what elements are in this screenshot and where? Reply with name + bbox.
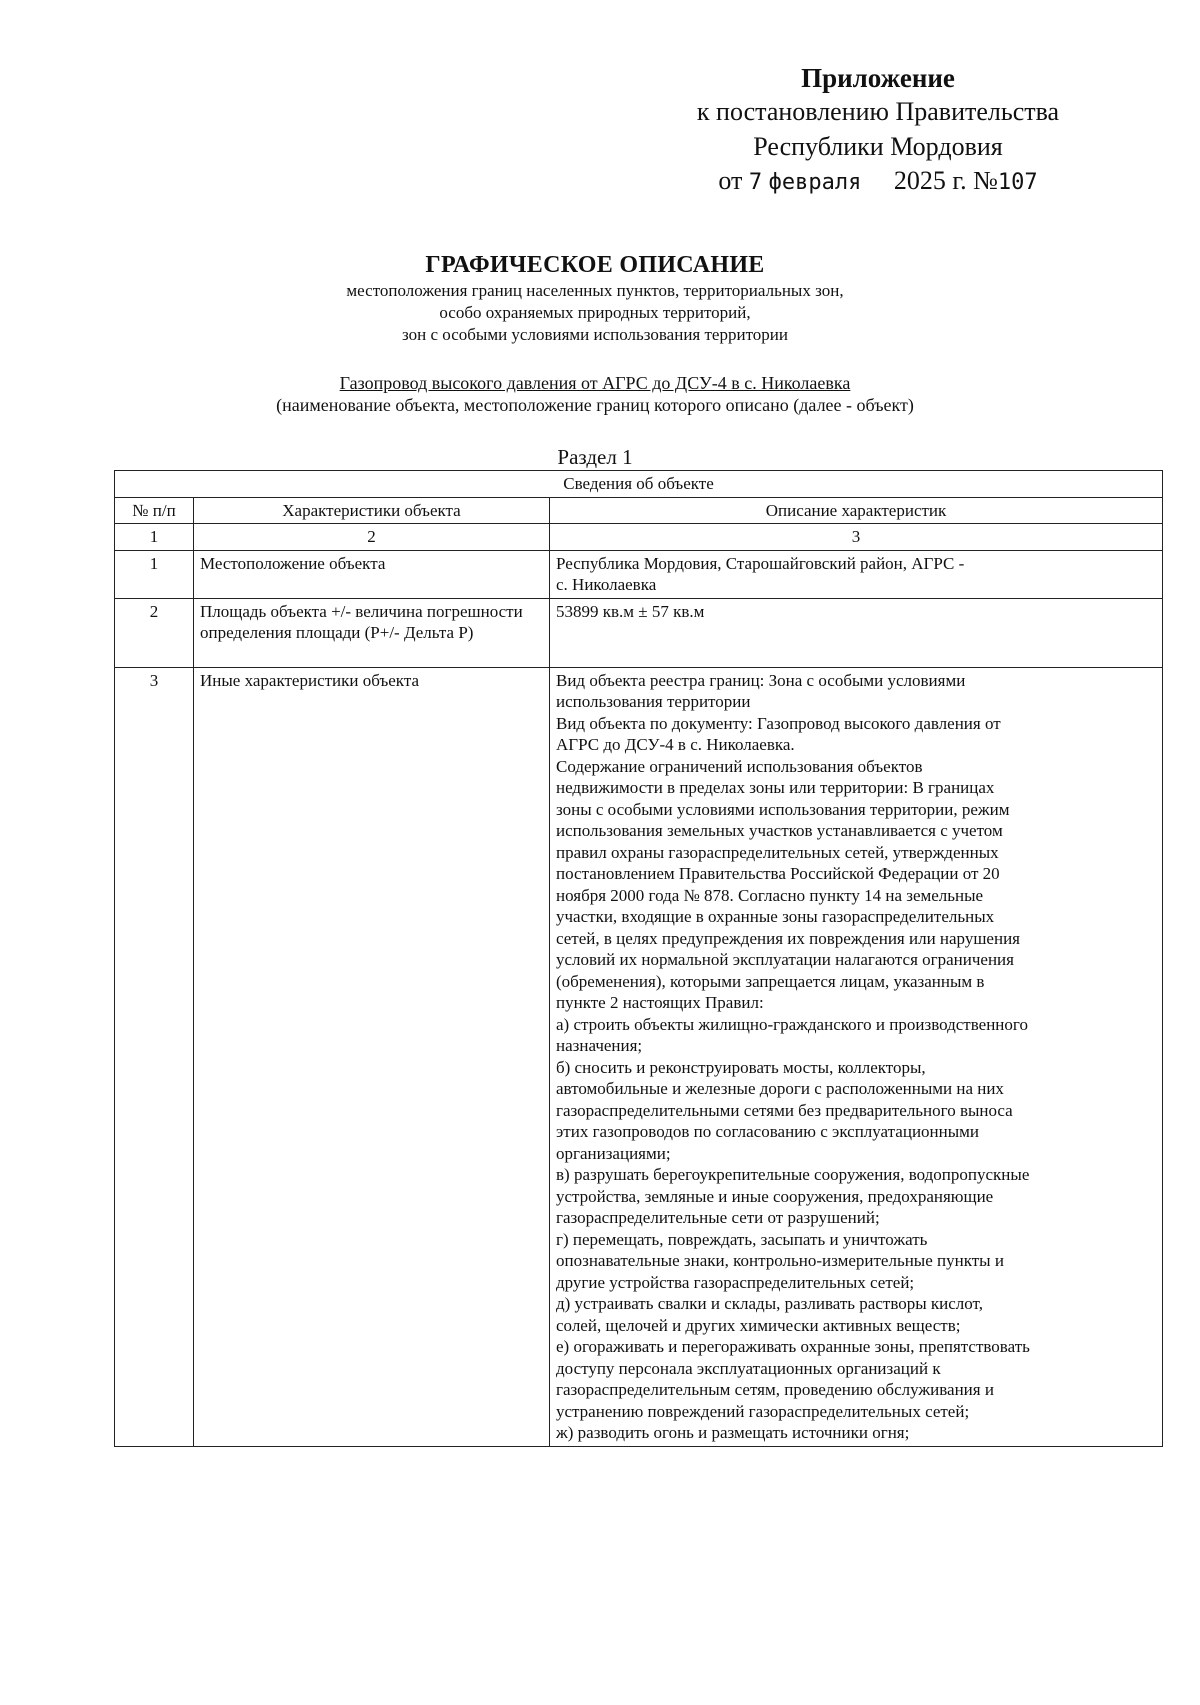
description-line: АГРС до ДСУ-4 в с. Николаевка. [556, 735, 795, 754]
date-line [668, 164, 1088, 200]
date-prefix: от [718, 166, 743, 195]
description-line: участки, входящие в охранные зоны газораспределительных [556, 907, 995, 926]
row-number: 3 [115, 667, 194, 1446]
row-characteristic: Иные характеристики объекта [194, 667, 550, 1446]
table-row [115, 598, 1163, 667]
subtitle-line: местоположения границ населенных пунктов, территориальных зон, [346, 281, 844, 300]
column-number: 1 [115, 524, 194, 551]
description-line: устройства, земляные и иные сооружения, предохраняющие [556, 1186, 994, 1206]
republic-line: Республики Мордовия [753, 132, 1003, 161]
description-line: ж) разводить огонь и размещать источники огня; [556, 1423, 910, 1442]
description-line: е) огораживать и перегораживать охранные зоны, препятствовать [556, 1337, 1030, 1356]
row-description [550, 550, 1163, 598]
description-line: зоны с особыми условиями использования территории, режим [556, 799, 1010, 819]
description-line: условий их нормальной эксплуатации налагаются ограничения [556, 950, 1014, 969]
description-line: опознавательные знаки, контрольно-измерительные пункты и [556, 1251, 1004, 1270]
table-row [115, 667, 1163, 1446]
object-info-table [114, 470, 1163, 1447]
row-number: 2 [115, 598, 194, 667]
object-name: Газопровод высокого давления от АГРС до ДСУ-4 в с. Николаевка [339, 373, 851, 393]
description-line: (обременения), которыми запрещается лицам, указанным в [556, 971, 985, 991]
document-title: ГРАФИЧЕСКОЕ ОПИСАНИЕ [425, 252, 765, 278]
row-characteristic: Местоположение объекта [194, 550, 550, 598]
description-line: газораспределительными сетями без предварительного выноса [556, 1100, 1013, 1120]
description-line: этих газопроводов по согласованию с эксплуатационными [556, 1122, 980, 1141]
description-line: 53899 кв.м ± 57 кв.м [556, 601, 705, 621]
description-line: Вид объекта реестра границ: Зона с особыми условиями [556, 670, 966, 690]
description-line: с. Николаевка [556, 575, 657, 594]
row-description [550, 667, 1163, 1446]
description-line: газораспределительным сетям, проведению обслуживания и [556, 1380, 994, 1399]
description-line: г) перемещать, повреждать, засыпать и уничтожать [556, 1229, 928, 1249]
header-characteristic: Характеристики объекта [194, 497, 550, 524]
description-line: назначения; [556, 1036, 643, 1055]
object-block [140, 372, 1050, 416]
subtitle-line: зон с особыми условиями использования территории [402, 325, 788, 344]
resolution-line: к постановлению Правительства [696, 97, 1060, 126]
description-line: солей, щелочей и других химически активных веществ; [556, 1315, 961, 1335]
row-characteristic: Площадь объекта +/- величина погрешности определения площади (P+/- Дельта P) [194, 598, 550, 667]
subtitle-line: особо охраняемых природных территорий, [439, 303, 751, 322]
description-line: д) устраивать свалки и склады, разливать растворы кислот, [556, 1294, 983, 1313]
description-line: правил охраны газораспределительных сетей, утвержденных [556, 842, 999, 862]
document-title-block [140, 250, 1050, 346]
table-row [115, 550, 1163, 598]
column-number: 2 [194, 524, 550, 551]
table-header-row [115, 497, 1163, 524]
description-line: ноября 2000 года № 878. Согласно пункту 14 на земельные [556, 885, 984, 905]
description-line: постановлением Правительства Российской Федерации от 20 [556, 864, 1000, 883]
header-number: № п/п [115, 497, 194, 524]
row-description [550, 598, 1163, 667]
description-line: доступу персонала эксплуатационных организаций к [556, 1358, 941, 1378]
header-description: Описание характеристик [550, 497, 1163, 524]
table-caption: Сведения об объекте [115, 471, 1163, 498]
description-line: Вид объекта по документу: Газопровод высокого давления от [556, 713, 1001, 733]
section-label: Раздел 1 [557, 445, 633, 469]
description-line: а) строить объекты жилищно-гражданского и производственного [556, 1014, 1028, 1034]
description-line: устранению повреждений газораспределительных сетей; [556, 1401, 970, 1421]
date-day: 7 [748, 170, 763, 195]
description-line: использования земельных участков устанавливается с учетом [556, 821, 1003, 840]
table-caption-row [115, 471, 1163, 498]
row-number: 1 [115, 550, 194, 598]
description-line: сетей, в целях предупреждения их повреждения или нарушения [556, 928, 1020, 948]
description-line: газораспределительные сети от разрушений; [556, 1208, 880, 1227]
description-line: Содержание ограничений использования объектов [556, 756, 923, 776]
description-line: недвижимости в пределах зоны или территории: В границах [556, 778, 995, 797]
description-line: использования территории [556, 692, 751, 711]
description-line: организациями; [556, 1143, 671, 1163]
description-line: автомобильные и железные дороги с расположенными на них [556, 1079, 1004, 1098]
description-line: б) сносить и реконструировать мосты, коллекторы, [556, 1057, 926, 1077]
appendix-title: Приложение [801, 63, 955, 93]
number-label: № [973, 166, 998, 195]
description-line: пункте 2 настоящих Правил: [556, 993, 764, 1012]
appendix-header [668, 62, 1088, 200]
description-line: в) разрушать берегоукрепительные сооружения, водопропускные [556, 1165, 1030, 1184]
date-month: февраля [768, 170, 862, 195]
date-year: 2025 г. [893, 166, 967, 195]
document-number: 107 [997, 170, 1038, 195]
column-number-row [115, 524, 1163, 551]
description-line: другие устройства газораспределительных сетей; [556, 1272, 915, 1292]
description-line: Республика Мордовия, Старошайговский район, АГРС - [556, 553, 965, 573]
object-note: (наименование объекта, местоположение границ которого описано (далее - объект) [276, 395, 914, 415]
column-number: 3 [550, 524, 1163, 551]
